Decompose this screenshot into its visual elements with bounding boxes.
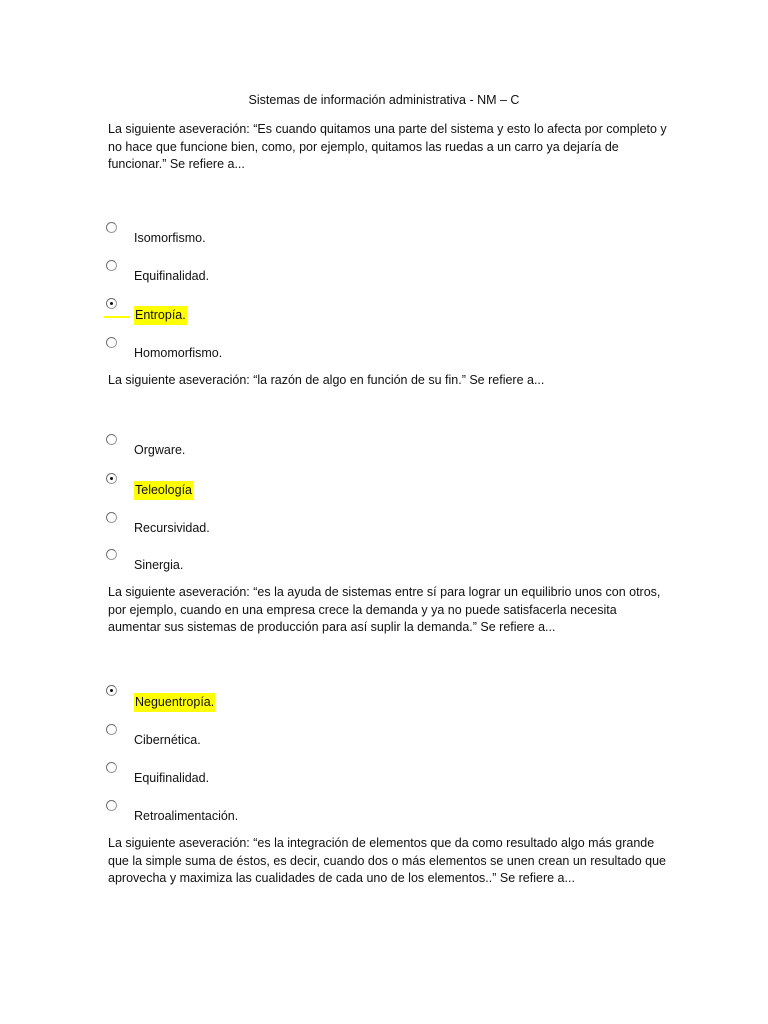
radio-button[interactable] bbox=[106, 724, 117, 735]
radio-button[interactable] bbox=[106, 337, 117, 348]
option-label: Equifinalidad. bbox=[134, 771, 210, 785]
radio-button[interactable] bbox=[106, 512, 117, 523]
radio-dot-icon bbox=[110, 477, 113, 480]
option-q3-neguentropia[interactable] bbox=[106, 685, 506, 715]
highlight-mark bbox=[104, 316, 130, 318]
option-q1-isomorfismo[interactable] bbox=[106, 222, 506, 252]
option-label: Entropía. bbox=[134, 306, 187, 325]
radio-button-selected[interactable] bbox=[106, 473, 117, 484]
option-label: Cibernética. bbox=[134, 733, 201, 747]
option-label: Isomorfismo. bbox=[134, 231, 206, 245]
option-label: Neguentropía. bbox=[134, 693, 215, 712]
option-label: Sinergia. bbox=[134, 558, 184, 572]
radio-button-selected[interactable] bbox=[106, 685, 117, 696]
option-q2-sinergia[interactable] bbox=[106, 549, 506, 579]
option-q3-retroalimentacion[interactable] bbox=[106, 800, 506, 830]
option-q3-cibernetica[interactable] bbox=[106, 724, 506, 754]
question-3-text: La siguiente aseveración: “es la ayuda de sistemas entre sí para lograr un equilibrio unos con otros, por ejemplo, cuando en una empresa crece la demanda y ya no puede satisfacerla necesita aumentar sus sistemas de producción para así suplir la demanda.” Se refiere a... bbox=[108, 585, 661, 634]
radio-button[interactable] bbox=[106, 800, 117, 811]
radio-button[interactable] bbox=[106, 222, 117, 233]
question-2-text: La siguiente aseveración: “la razón de algo en función de su fin.” Se refiere a... bbox=[108, 373, 545, 387]
question-1-text: La siguiente aseveración: “Es cuando quitamos una parte del sistema y esto lo afecta por completo y no hace que funcione bien, como, por ejemplo, quitamos las ruedas a un carro ya dejaría de funcionar.” Se refiere a... bbox=[108, 122, 667, 171]
radio-button[interactable] bbox=[106, 549, 117, 560]
radio-button[interactable] bbox=[106, 434, 117, 445]
radio-dot-icon bbox=[110, 689, 113, 692]
option-label: Recursividad. bbox=[134, 521, 210, 535]
radio-dot-icon bbox=[110, 302, 113, 305]
radio-button[interactable] bbox=[106, 260, 117, 271]
option-q3-equifinalidad[interactable] bbox=[106, 762, 506, 792]
option-label: Teleología bbox=[134, 481, 193, 500]
option-label: Retroalimentación. bbox=[134, 809, 239, 823]
option-q1-equifinalidad[interactable] bbox=[106, 260, 506, 290]
option-q2-orgware[interactable] bbox=[106, 434, 506, 464]
option-q1-homomorfismo[interactable] bbox=[106, 337, 506, 367]
radio-button[interactable] bbox=[106, 762, 117, 773]
option-label: Homomorfismo. bbox=[134, 346, 223, 360]
option-q2-recursividad[interactable] bbox=[106, 512, 506, 542]
option-q2-teleologia[interactable] bbox=[106, 473, 506, 503]
option-label: Equifinalidad. bbox=[134, 269, 210, 283]
option-q1-entropia[interactable] bbox=[106, 298, 506, 328]
page-title: Sistemas de información administrativa - NM – C bbox=[248, 93, 520, 107]
option-label: Orgware. bbox=[134, 443, 186, 457]
radio-button-selected[interactable] bbox=[106, 298, 117, 309]
question-4-text: La siguiente aseveración: “es la integración de elementos que da como resultado algo más grande que la simple suma de éstos, es decir, cuando dos o más elementos se unen crean un resultado que aprovecha y maximiza las cualidades de cada uno de los elementos..” Se refiere a... bbox=[108, 836, 666, 885]
